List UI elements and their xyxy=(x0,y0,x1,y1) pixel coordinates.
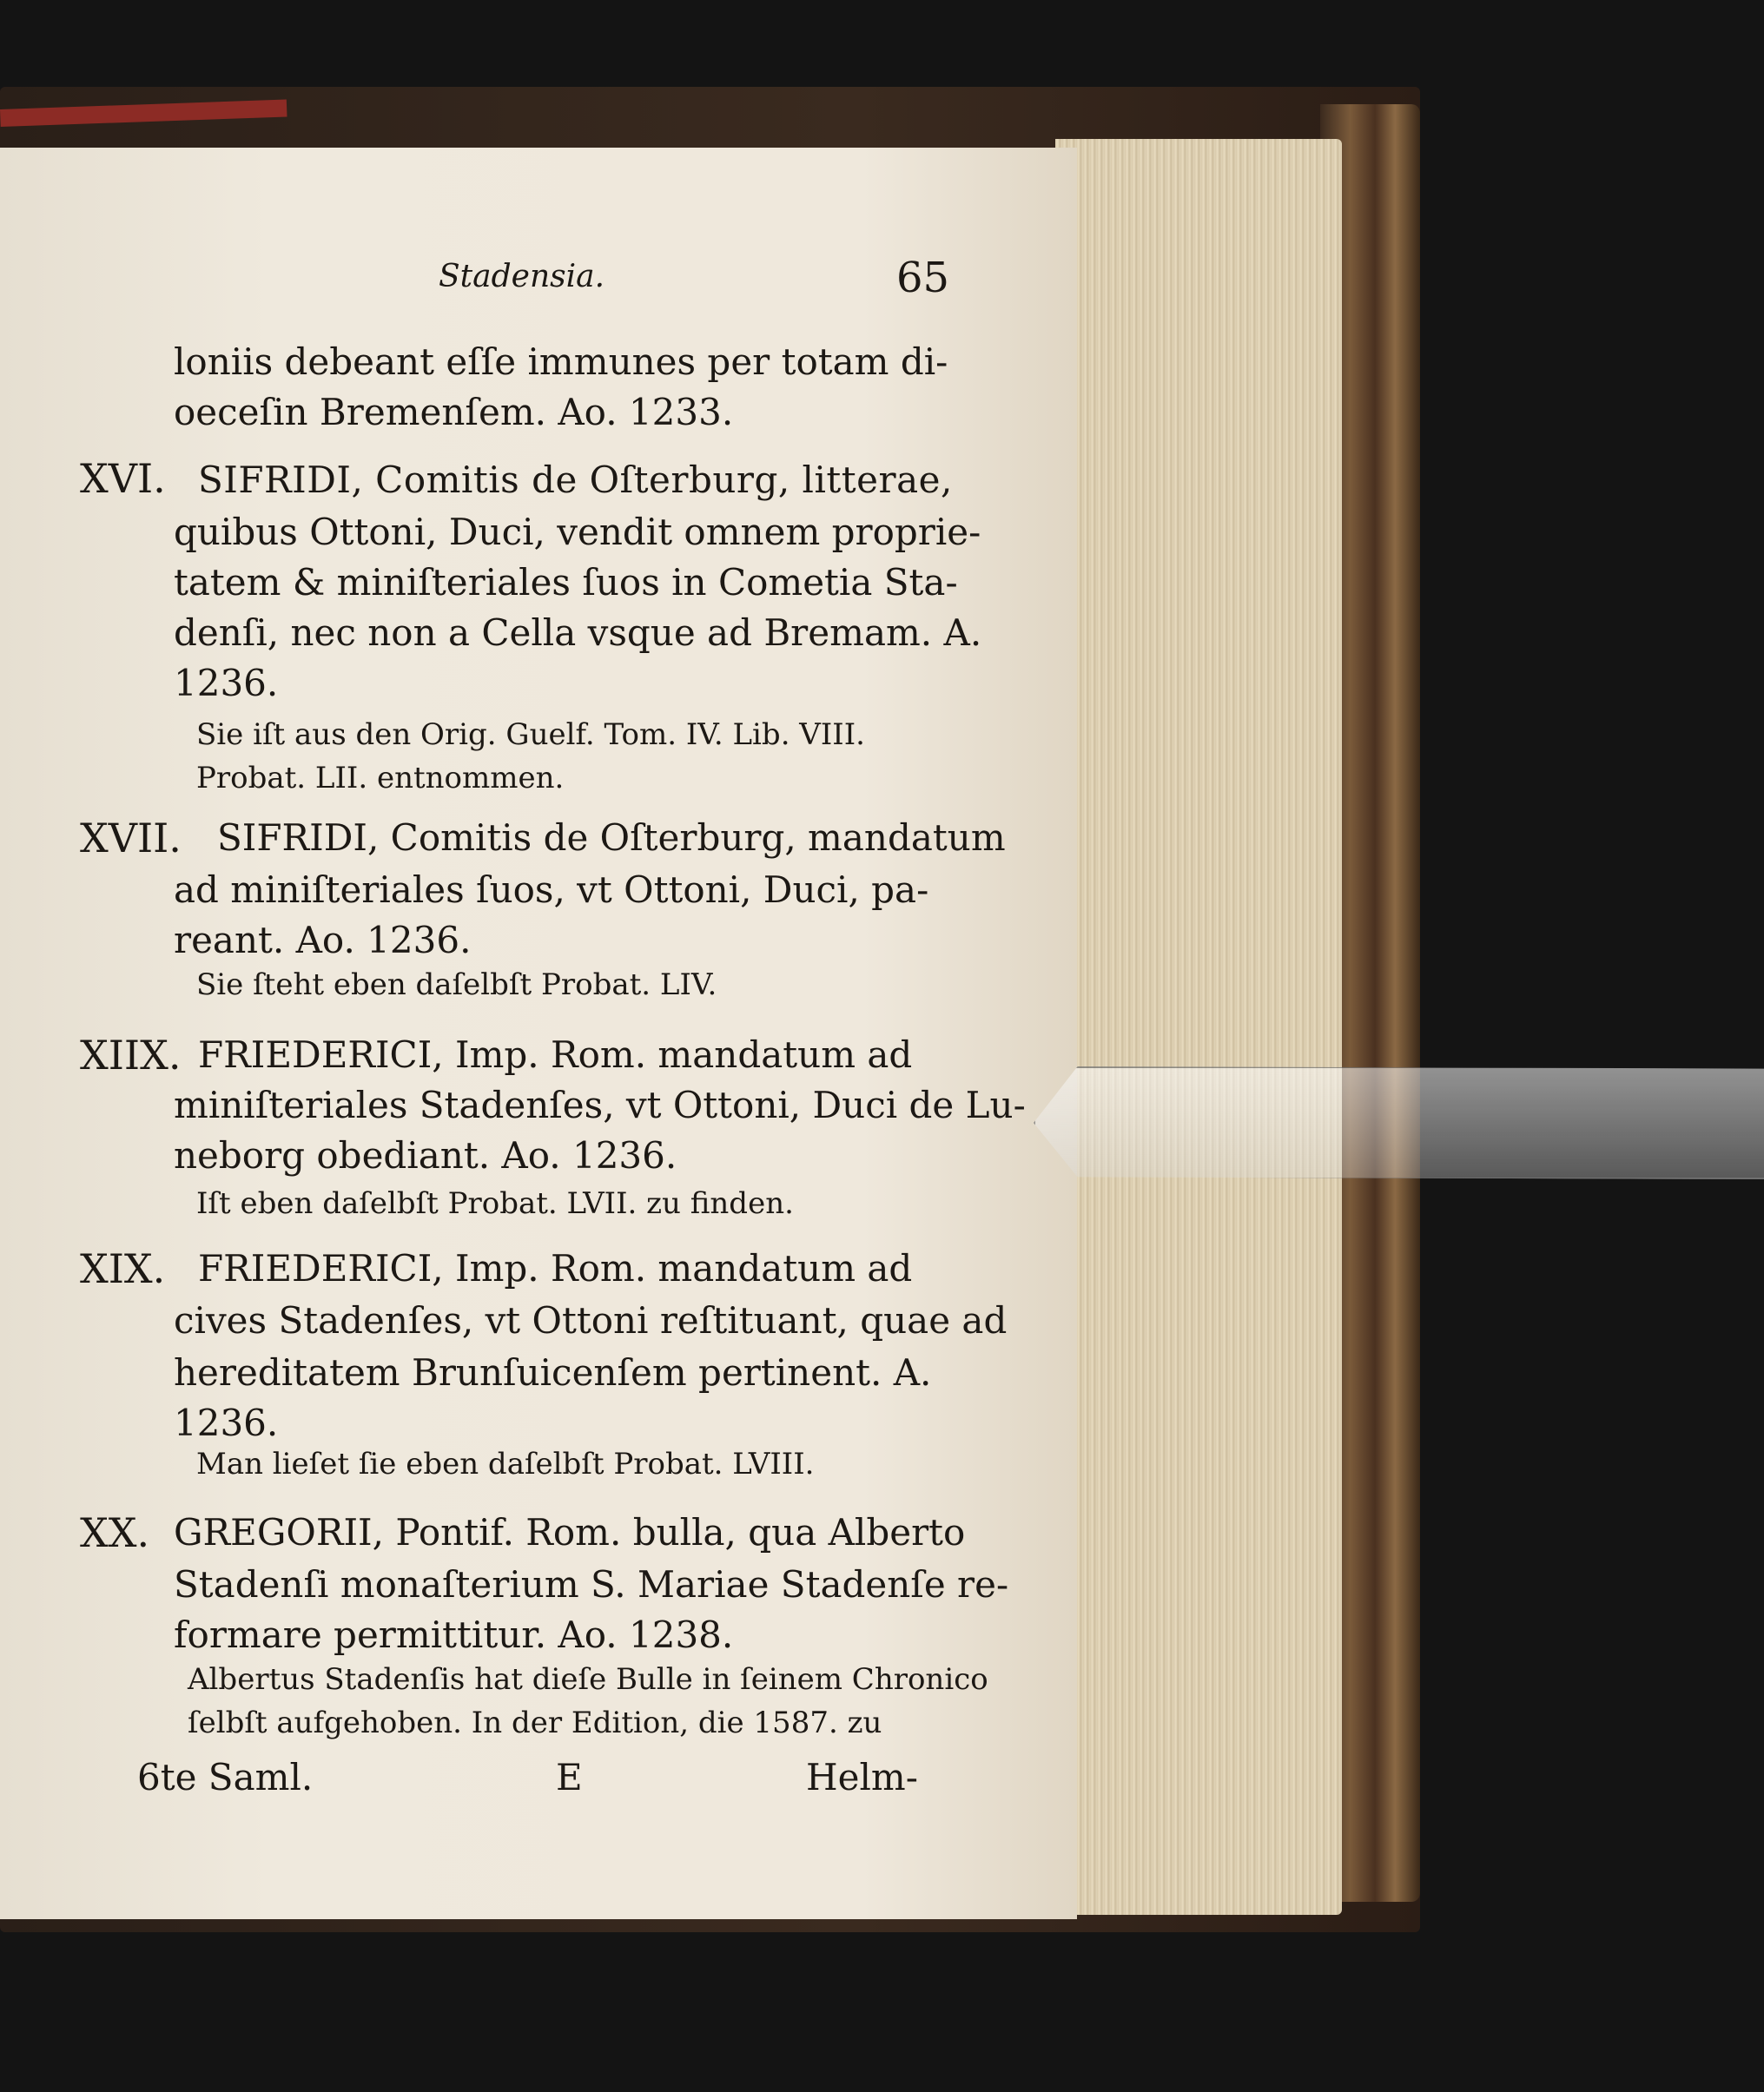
signature-mark: 6te Saml. xyxy=(137,1756,314,1798)
text-line: SIFRIDI, Comitis de Oſterburg, litterae, xyxy=(198,459,953,501)
entry-numeral: XVII. xyxy=(80,815,182,861)
text-line: Stadenſi monaſterium S. Mariae Stadenſe re- xyxy=(174,1563,1009,1606)
clear-bookmark xyxy=(1034,1066,1764,1179)
text-line: ad miniſteriales ſuos, vt Ottoni, Duci, pa- xyxy=(174,868,929,911)
sheet-mark: E xyxy=(556,1756,583,1798)
entry-numeral: XVI. xyxy=(80,455,166,502)
text-line: FRIEDERICI, Imp. Rom. mandatum ad xyxy=(198,1247,913,1290)
page-number: 65 xyxy=(896,254,950,302)
text-line: oeceſin Bremenſem. Ao. 1233. xyxy=(174,391,734,433)
text-line: tatem & miniſteriales ſuos in Cometia Sta- xyxy=(174,561,958,604)
text-line: reant. Ao. 1236. xyxy=(174,919,472,961)
text-line: 1236. xyxy=(174,662,279,704)
note-line: Man lieſet ſie eben daſelbſt Probat. LVIII. xyxy=(196,1447,815,1482)
note-line: Sie ſteht eben daſelbſt Probat. LIV. xyxy=(196,967,717,1002)
page-fore-edge xyxy=(1055,139,1342,1915)
text-line: neborg obediant. Ao. 1236. xyxy=(174,1134,677,1177)
entry-numeral: XIIX. xyxy=(80,1032,182,1079)
text-line: hereditatem Brunſuicenſem pertinent. A. xyxy=(174,1351,932,1394)
entry-numeral: XIX. xyxy=(80,1245,166,1292)
running-title: Stadensia. xyxy=(439,259,605,294)
text-line: denſi, nec non a Cella vsque ad Bremam. A. xyxy=(174,611,982,654)
note-line: Sie iſt aus den Orig. Guelf. Tom. IV. Lib. VIII. xyxy=(196,717,865,752)
text-line: SIFRIDI, Comitis de Oſterburg, mandatum xyxy=(217,816,1006,859)
text-line: cives Stadenſes, vt Ottoni reſtituant, quae ad xyxy=(174,1299,1008,1342)
text-line: 1236. xyxy=(174,1402,279,1444)
catchword: Helm- xyxy=(806,1756,918,1798)
text-line: GREGORII, Pontif. Rom. bulla, qua Alberto xyxy=(174,1511,966,1554)
text-line: loniis debeant eſſe immunes per totam di- xyxy=(174,340,948,383)
text-line: quibus Ottoni, Duci, vendit omnem proprie- xyxy=(174,511,981,553)
note-line: ſelbſt aufgehoben. In der Edition, die 1587. zu xyxy=(188,1706,882,1740)
text-line: FRIEDERICI, Imp. Rom. mandatum ad xyxy=(198,1033,913,1076)
note-line: Albertus Stadenſis hat dieſe Bulle in ſeinem Chronico xyxy=(188,1662,988,1697)
text-line: miniſteriales Stadenſes, vt Ottoni, Duci de Lu- xyxy=(174,1084,1026,1126)
note-line: Iſt eben daſelbſt Probat. LVII. zu finden. xyxy=(196,1186,794,1221)
entry-numeral: XX. xyxy=(80,1509,150,1556)
text-line: formare permittitur. Ao. 1238. xyxy=(174,1614,734,1656)
note-line: Probat. LII. entnommen. xyxy=(196,761,565,795)
